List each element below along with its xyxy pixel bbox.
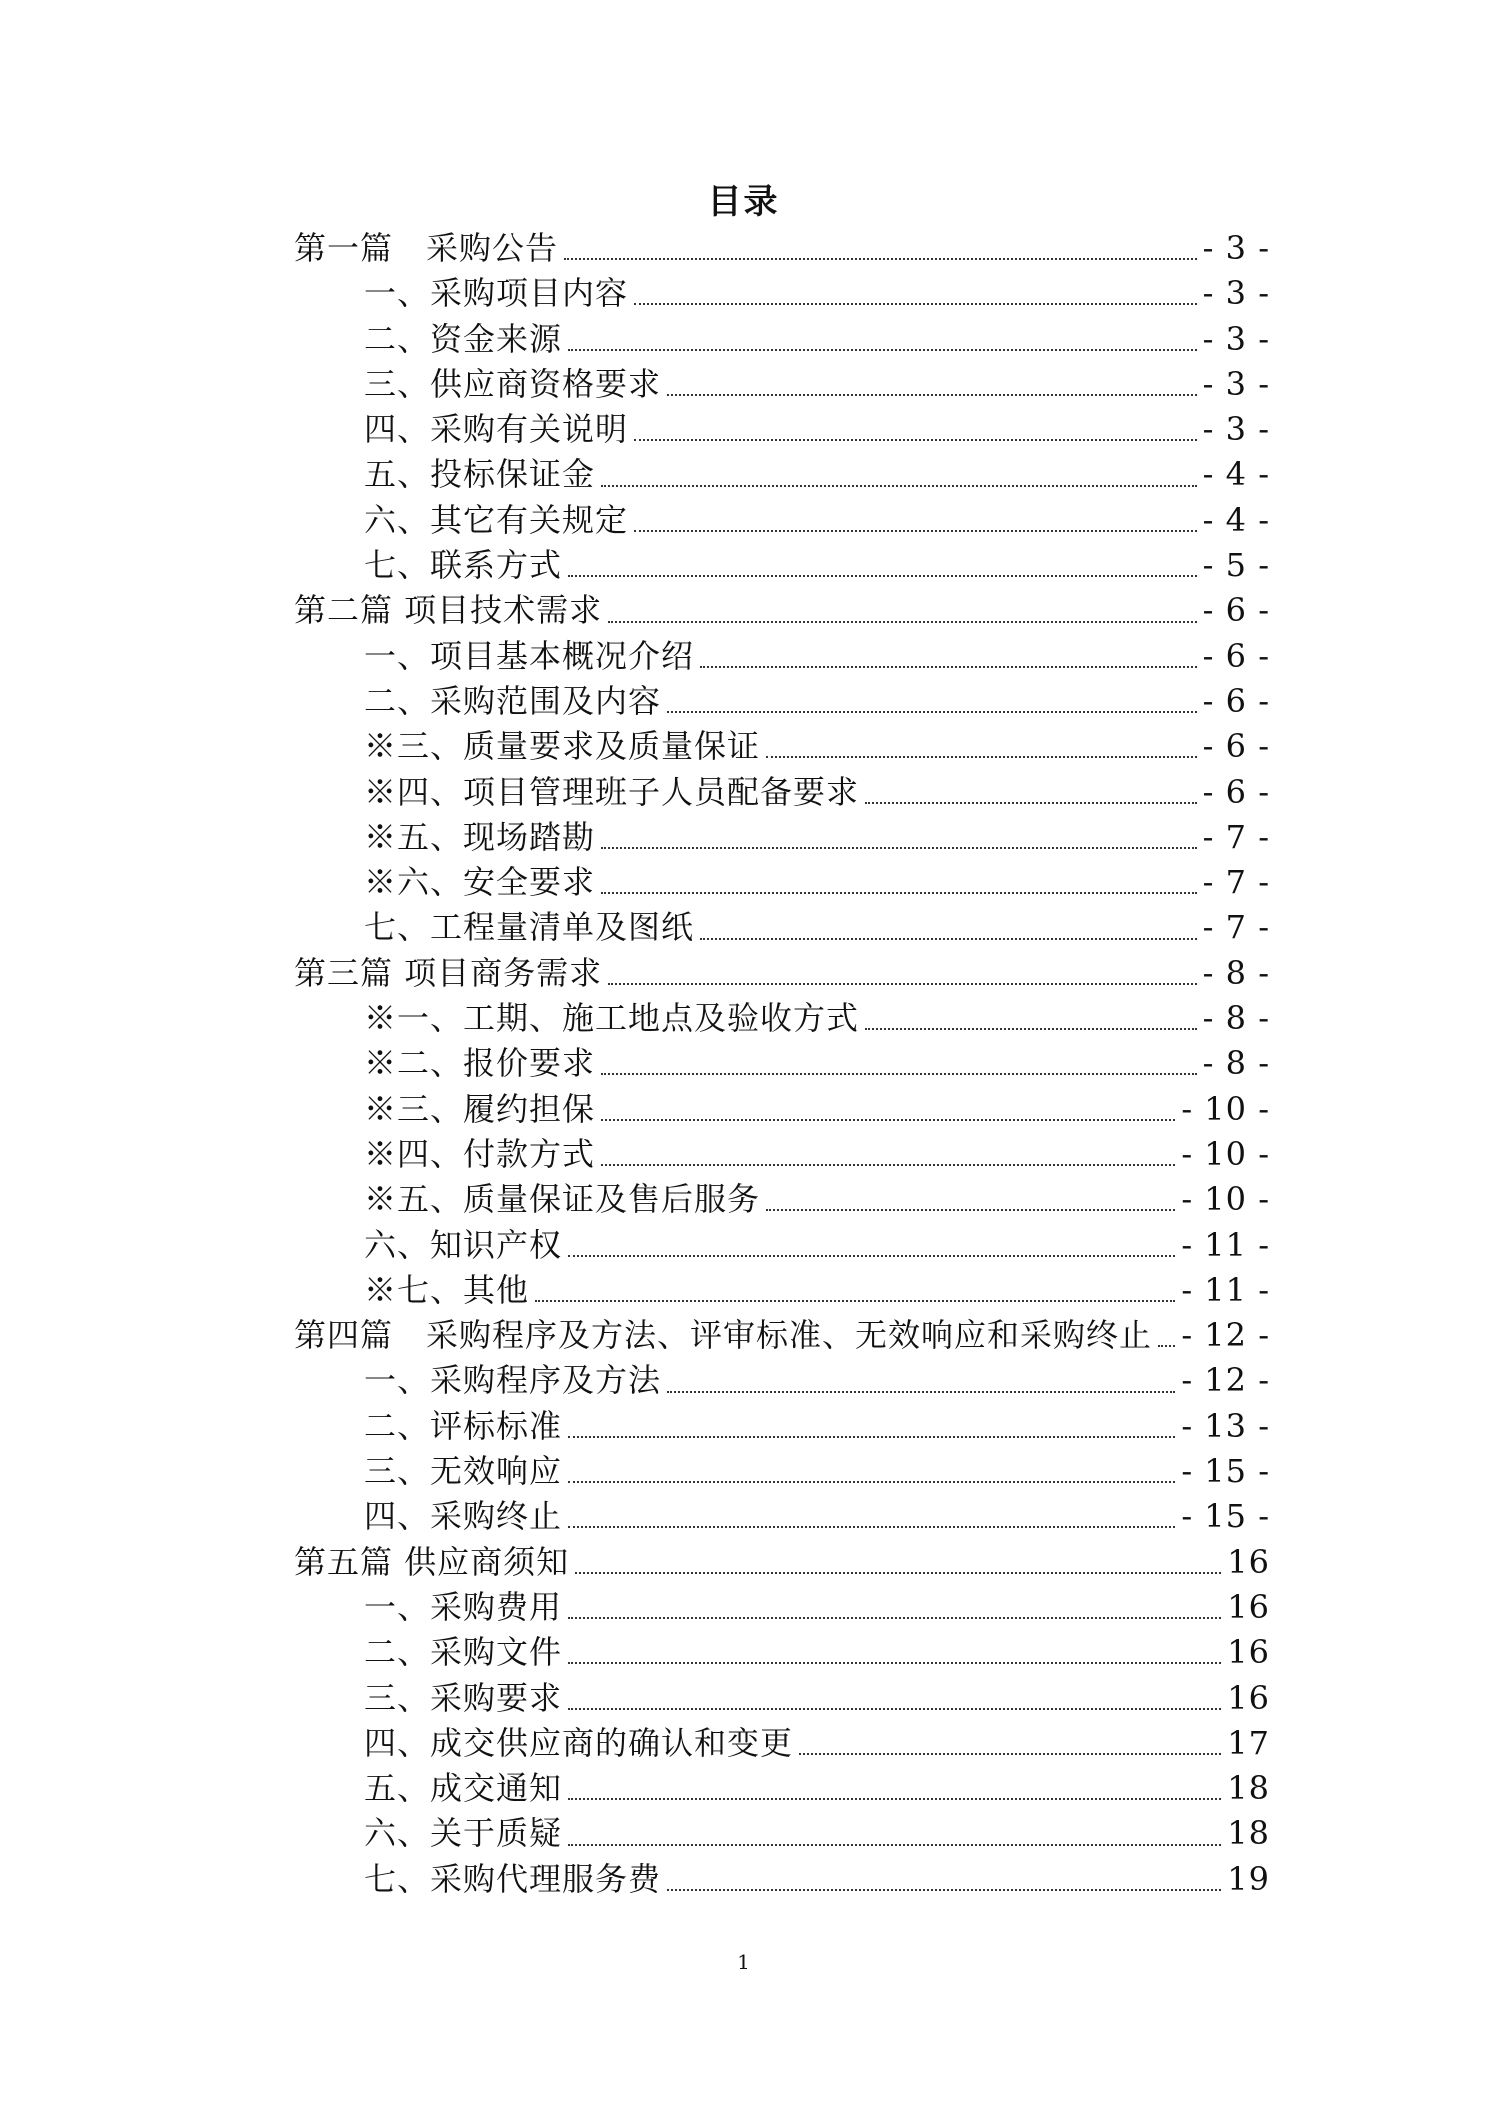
toc-section-entry[interactable] [294, 1766, 1270, 1811]
toc-chapter-entry[interactable] [294, 226, 1270, 271]
toc-entry-label: ※四、项目管理班子人员配备要求 [364, 772, 860, 811]
toc-section-entry[interactable] [294, 1857, 1270, 1902]
toc-section-entry[interactable] [294, 1041, 1270, 1086]
toc-dot-leader [601, 1118, 1175, 1121]
toc-section-entry[interactable] [294, 996, 1270, 1041]
toc-entry-page: - 8 - [1202, 999, 1270, 1038]
toc-entry-page: 16 [1227, 1678, 1270, 1717]
toc-section-entry[interactable] [294, 452, 1270, 497]
toc-dot-leader [535, 1299, 1175, 1302]
toc-entry-page: - 3 - [1202, 274, 1270, 313]
toc-entry-label: 一、项目基本概况介绍 [364, 636, 695, 675]
toc-entry-label: 二、采购范围及内容 [364, 681, 662, 720]
toc-entry-page: - 3 - [1202, 229, 1270, 267]
toc-section-entry[interactable] [294, 1177, 1270, 1222]
toc-entry-page: - 3 - [1202, 364, 1270, 403]
toc-dot-leader [700, 937, 1197, 940]
toc-dot-leader [667, 393, 1197, 396]
toc-entry-label: 六、关于质疑 [364, 1814, 563, 1853]
toc-entry-page: - 11 - [1181, 1225, 1270, 1264]
toc-entry-label: ※一、工期、施工地点及验收方式 [364, 999, 860, 1038]
toc-dot-leader [667, 1390, 1175, 1393]
toc-dot-leader [634, 438, 1197, 441]
toc-section-entry[interactable] [294, 407, 1270, 452]
toc-section-entry[interactable] [294, 1721, 1270, 1766]
toc-entry-page: 18 [1227, 1814, 1270, 1853]
toc-title: 目录 [707, 182, 780, 222]
toc-dot-leader [601, 1072, 1197, 1075]
toc-section-entry[interactable] [294, 1358, 1270, 1403]
toc-dot-leader [568, 574, 1197, 577]
toc-entry-label: 一、采购程序及方法 [364, 1361, 662, 1400]
toc-dot-leader [634, 529, 1197, 532]
toc-dot-leader [667, 710, 1197, 713]
toc-dot-leader [575, 1571, 1221, 1574]
toc-entry-page: - 7 - [1202, 817, 1270, 856]
toc-section-entry[interactable] [294, 860, 1270, 905]
toc-section-entry[interactable] [294, 1811, 1270, 1856]
toc-entry-page: 19 [1227, 1859, 1270, 1898]
toc-dot-leader [568, 348, 1197, 351]
toc-entry-page: - 7 - [1202, 863, 1270, 902]
toc-entry-page: - 4 - [1202, 455, 1270, 494]
toc-section-entry[interactable] [294, 543, 1270, 588]
toc-entry-page: - 13 - [1181, 1406, 1270, 1445]
toc-entry-label: 三、无效响应 [364, 1452, 563, 1491]
toc-entry-label: 一、采购项目内容 [364, 274, 629, 313]
toc-entry-label: 二、评标标准 [364, 1406, 563, 1445]
toc-entry-page: - 5 - [1202, 546, 1270, 585]
toc-section-entry[interactable] [294, 1132, 1270, 1177]
toc-entry-page: - 8 - [1202, 953, 1270, 992]
toc-entry-page: - 7 - [1202, 908, 1270, 947]
toc-dot-leader [634, 302, 1197, 305]
toc-section-entry[interactable] [294, 1449, 1270, 1494]
toc-section-entry[interactable] [294, 1494, 1270, 1539]
toc-entry-label: ※三、履约担保 [364, 1089, 596, 1128]
toc-section-entry[interactable] [294, 1223, 1270, 1268]
toc-entry-page: - 6 - [1202, 772, 1270, 811]
toc-entry-label: 三、供应商资格要求 [364, 364, 662, 403]
toc-section-entry[interactable] [294, 634, 1270, 679]
toc-dot-leader [766, 755, 1197, 758]
toc-entry-label: 第一篇 采购公告 [294, 229, 559, 267]
toc-section-entry[interactable] [294, 498, 1270, 543]
toc-entry-label: 四、采购有关说明 [364, 410, 629, 449]
toc-entry-label: ※四、付款方式 [364, 1134, 596, 1173]
toc-section-entry[interactable] [294, 1404, 1270, 1449]
toc-chapter-entry[interactable] [294, 588, 1270, 633]
toc-dot-leader [608, 620, 1196, 623]
toc-entry-page: - 8 - [1202, 1044, 1270, 1083]
toc-section-entry[interactable] [294, 1630, 1270, 1675]
toc-entry-page: 17 [1227, 1723, 1270, 1762]
toc-entry-page: - 3 - [1202, 319, 1270, 358]
toc-entry-page: - 12 - [1181, 1361, 1270, 1400]
toc-entry-label: 一、采购费用 [364, 1587, 563, 1626]
toc-section-entry[interactable] [294, 1087, 1270, 1132]
toc-entry-label: 二、采购文件 [364, 1633, 563, 1672]
toc-section-entry[interactable] [294, 1268, 1270, 1313]
toc-section-entry[interactable] [294, 770, 1270, 815]
toc-entry-label: ※七、其他 [364, 1270, 530, 1309]
toc-dot-leader [601, 891, 1197, 894]
toc-dot-leader [568, 1480, 1175, 1483]
toc-dot-leader [568, 1797, 1221, 1800]
toc-dot-leader [601, 1163, 1175, 1166]
toc-dot-leader [568, 1707, 1221, 1710]
toc-entry-label: 七、工程量清单及图纸 [364, 908, 695, 947]
toc-entry-label: ※五、现场踏勘 [364, 817, 596, 856]
toc-entry-page: 16 [1227, 1633, 1270, 1672]
toc-dot-leader [568, 1616, 1221, 1619]
toc-dot-leader [568, 1435, 1175, 1438]
toc-dot-leader [568, 1525, 1175, 1528]
toc-dot-leader [799, 1752, 1221, 1755]
toc-entry-page: - 3 - [1202, 410, 1270, 449]
toc-entry-label: ※五、质量保证及售后服务 [364, 1180, 761, 1219]
toc-dot-leader [601, 846, 1197, 849]
toc-dot-leader [601, 484, 1197, 487]
toc-entry-label: 第三篇 项目商务需求 [294, 953, 603, 992]
toc-entry-label: ※六、安全要求 [364, 863, 596, 902]
page-number: 1 [737, 1950, 750, 1974]
toc-section-entry[interactable] [294, 362, 1270, 407]
toc-chapter-entry[interactable] [294, 951, 1270, 996]
toc-entry-label: 五、成交通知 [364, 1769, 563, 1808]
toc-entry-label: 二、资金来源 [364, 319, 563, 358]
toc-entry-page: 16 [1227, 1542, 1270, 1581]
toc-entry-page: 18 [1227, 1769, 1270, 1808]
toc-section-entry[interactable] [294, 815, 1270, 860]
toc-section-entry[interactable] [294, 271, 1270, 316]
toc-entry-label: 四、采购终止 [364, 1497, 563, 1536]
toc-section-entry[interactable] [294, 1585, 1270, 1630]
toc-entry-page: - 6 - [1202, 727, 1270, 766]
toc-entry-page: - 15 - [1181, 1497, 1270, 1536]
table-of-contents [294, 226, 1270, 1902]
toc-entry-label: 六、知识产权 [364, 1225, 563, 1264]
toc-entry-page: - 11 - [1181, 1270, 1270, 1309]
toc-chapter-entry[interactable] [294, 1540, 1270, 1585]
toc-entry-label: 三、采购要求 [364, 1678, 563, 1717]
toc-dot-leader [608, 982, 1196, 985]
toc-entry-page: - 10 - [1181, 1089, 1270, 1128]
toc-dot-leader [766, 1208, 1175, 1211]
toc-dot-leader [1158, 1344, 1175, 1347]
toc-entry-page: - 6 - [1202, 681, 1270, 720]
toc-section-entry[interactable] [294, 724, 1270, 769]
toc-entry-label: ※三、质量要求及质量保证 [364, 727, 761, 766]
toc-entry-label: 四、成交供应商的确认和变更 [364, 1723, 794, 1762]
toc-entry-label: 第四篇 采购程序及方法、评审标准、无效响应和采购终止 [294, 1316, 1153, 1355]
toc-entry-label: 七、联系方式 [364, 546, 563, 585]
toc-entry-label: 第五篇 供应商须知 [294, 1542, 570, 1581]
toc-entry-page: - 12 - [1181, 1316, 1270, 1355]
toc-entry-label: ※二、报价要求 [364, 1044, 596, 1083]
toc-dot-leader [568, 1843, 1221, 1846]
toc-section-entry[interactable] [294, 1676, 1270, 1721]
toc-entry-page: - 4 - [1202, 500, 1270, 539]
toc-section-entry[interactable] [294, 905, 1270, 950]
toc-entry-page: - 10 - [1181, 1134, 1270, 1173]
toc-entry-label: 五、投标保证金 [364, 455, 596, 494]
toc-entry-page: - 10 - [1181, 1180, 1270, 1219]
toc-entry-label: 第二篇 项目技术需求 [294, 591, 603, 630]
toc-dot-leader [667, 1888, 1221, 1891]
toc-dot-leader [865, 1027, 1197, 1030]
toc-chapter-entry[interactable] [294, 1313, 1270, 1358]
toc-dot-leader [568, 1661, 1221, 1664]
toc-entry-page: - 6 - [1202, 636, 1270, 675]
toc-dot-leader [564, 257, 1197, 260]
toc-dot-leader [568, 1254, 1175, 1257]
toc-section-entry[interactable] [294, 317, 1270, 362]
toc-entry-label: 七、采购代理服务费 [364, 1859, 662, 1898]
toc-entry-label: 六、其它有关规定 [364, 500, 629, 539]
toc-section-entry[interactable] [294, 679, 1270, 724]
toc-entry-page: - 6 - [1202, 591, 1270, 630]
toc-entry-page: 16 [1227, 1587, 1270, 1626]
toc-dot-leader [700, 665, 1197, 668]
toc-entry-page: - 15 - [1181, 1452, 1270, 1491]
toc-dot-leader [865, 801, 1197, 804]
